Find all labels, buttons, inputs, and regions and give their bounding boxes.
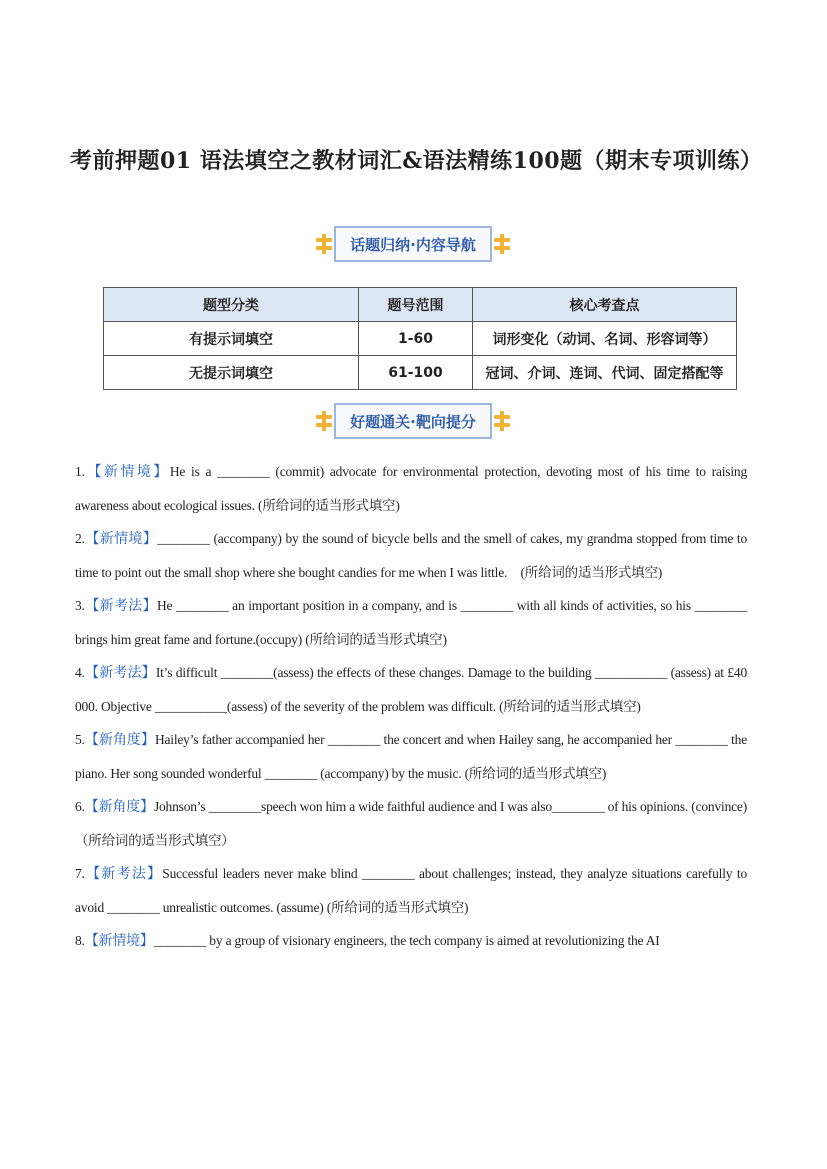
table-header: 题型分类 <box>104 288 359 322</box>
question-item <box>75 656 747 723</box>
question-text: Johnson’s ________speech won him a wide faithful audience and I was also________ of his opinions. (convince)（所给词的适当形式填空） <box>75 799 747 848</box>
table-cell: 词形变化（动词、名词、形容词等） <box>473 322 737 356</box>
question-number: 7. <box>75 866 85 881</box>
table-row <box>104 356 737 390</box>
banner-right-deco-icon <box>492 234 512 254</box>
question-text: Hailey’s father accompanied her ________ the concert and when Hailey sang, he accompanied her ________ the piano. Her song sounded wonderful ________ (accompany) by the music. (所给词的适当形式填空) <box>75 732 748 781</box>
question-number: 1. <box>75 464 85 479</box>
question-tag: 【新考法】 <box>84 665 156 681</box>
table-cell: 1-60 <box>359 322 473 356</box>
banner-label: 好题通关·靶向提分 <box>334 403 492 439</box>
question-tag: 【新情境】 <box>84 933 154 949</box>
banner-left-deco-icon <box>314 411 334 431</box>
question-tag: 【新情境】 <box>84 464 170 480</box>
question-text: He is a ________ (commit) advocate for environmental protection, devoting most of his time to raising awareness about ecological issues. (所给词的适当形式填空) <box>75 464 747 513</box>
question-tag: 【新情境】 <box>84 531 158 547</box>
question-text: Successful leaders never make blind ________ about challenges; instead, they analyze situations carefully to avoid ________ unrealistic outcomes. (assume) (所给词的适当形式填空) <box>75 866 748 915</box>
question-tag: 【新考法】 <box>84 598 157 614</box>
table-header-row <box>104 288 737 322</box>
question-number: 2. <box>75 531 85 546</box>
banner-label: 话题归纳·内容导航 <box>334 226 492 262</box>
question-item <box>75 455 747 522</box>
question-item <box>75 790 747 857</box>
question-list <box>75 455 747 958</box>
table-cell: 有提示词填空 <box>104 322 359 356</box>
question-text: It’s difficult ________(assess) the effects of these changes. Damage to the building ___________ (assess) at £40 000. Objective ___________(assess) of the severity of the problem was difficult. (所给词的适当形式填空) <box>75 665 747 714</box>
table-cell: 无提示词填空 <box>104 356 359 390</box>
question-number: 5. <box>75 732 85 747</box>
table-header: 题号范围 <box>359 288 473 322</box>
question-text: ________ (accompany) by the sound of bicycle bells and the smell of cakes, my grandma stopped from time to time to point out the small shop where she bought candies for me when I was little. (所给词的适当形式填空) <box>75 531 747 580</box>
question-item <box>75 589 747 656</box>
section-banner-practice <box>297 403 529 439</box>
banner-right-deco-icon <box>492 411 512 431</box>
table-cell: 61-100 <box>359 356 473 390</box>
question-item <box>75 924 747 958</box>
section-banner-nav <box>303 226 523 262</box>
question-item <box>75 857 747 924</box>
banner-left-deco-icon <box>314 234 334 254</box>
question-text: ________ by a group of visionary engineers, the tech company is aimed at revolutionizing the AI <box>153 933 660 948</box>
question-number: 3. <box>75 598 85 613</box>
question-tag: 【新角度】 <box>84 732 155 748</box>
question-number: 6. <box>75 799 85 814</box>
question-number: 4. <box>75 665 85 680</box>
table-row <box>104 322 737 356</box>
topic-nav-table <box>103 287 737 390</box>
question-item <box>75 723 747 790</box>
question-tag: 【新考法】 <box>84 866 163 882</box>
question-text: He ________ an important position in a company, and is ________ with all kinds of activities, so his ________ brings him great fame and fortune.(occupy) (所给词的适当形式填空) <box>75 598 747 647</box>
question-tag: 【新角度】 <box>84 799 154 815</box>
question-item <box>75 522 747 589</box>
table-cell: 冠词、介词、连词、代词、固定搭配等 <box>473 356 737 390</box>
question-number: 8. <box>75 933 85 948</box>
page-title: 考前押题01 语法填空之教材词汇&语法精练100题（期末专项训练） <box>70 148 763 174</box>
table-header: 核心考查点 <box>473 288 737 322</box>
